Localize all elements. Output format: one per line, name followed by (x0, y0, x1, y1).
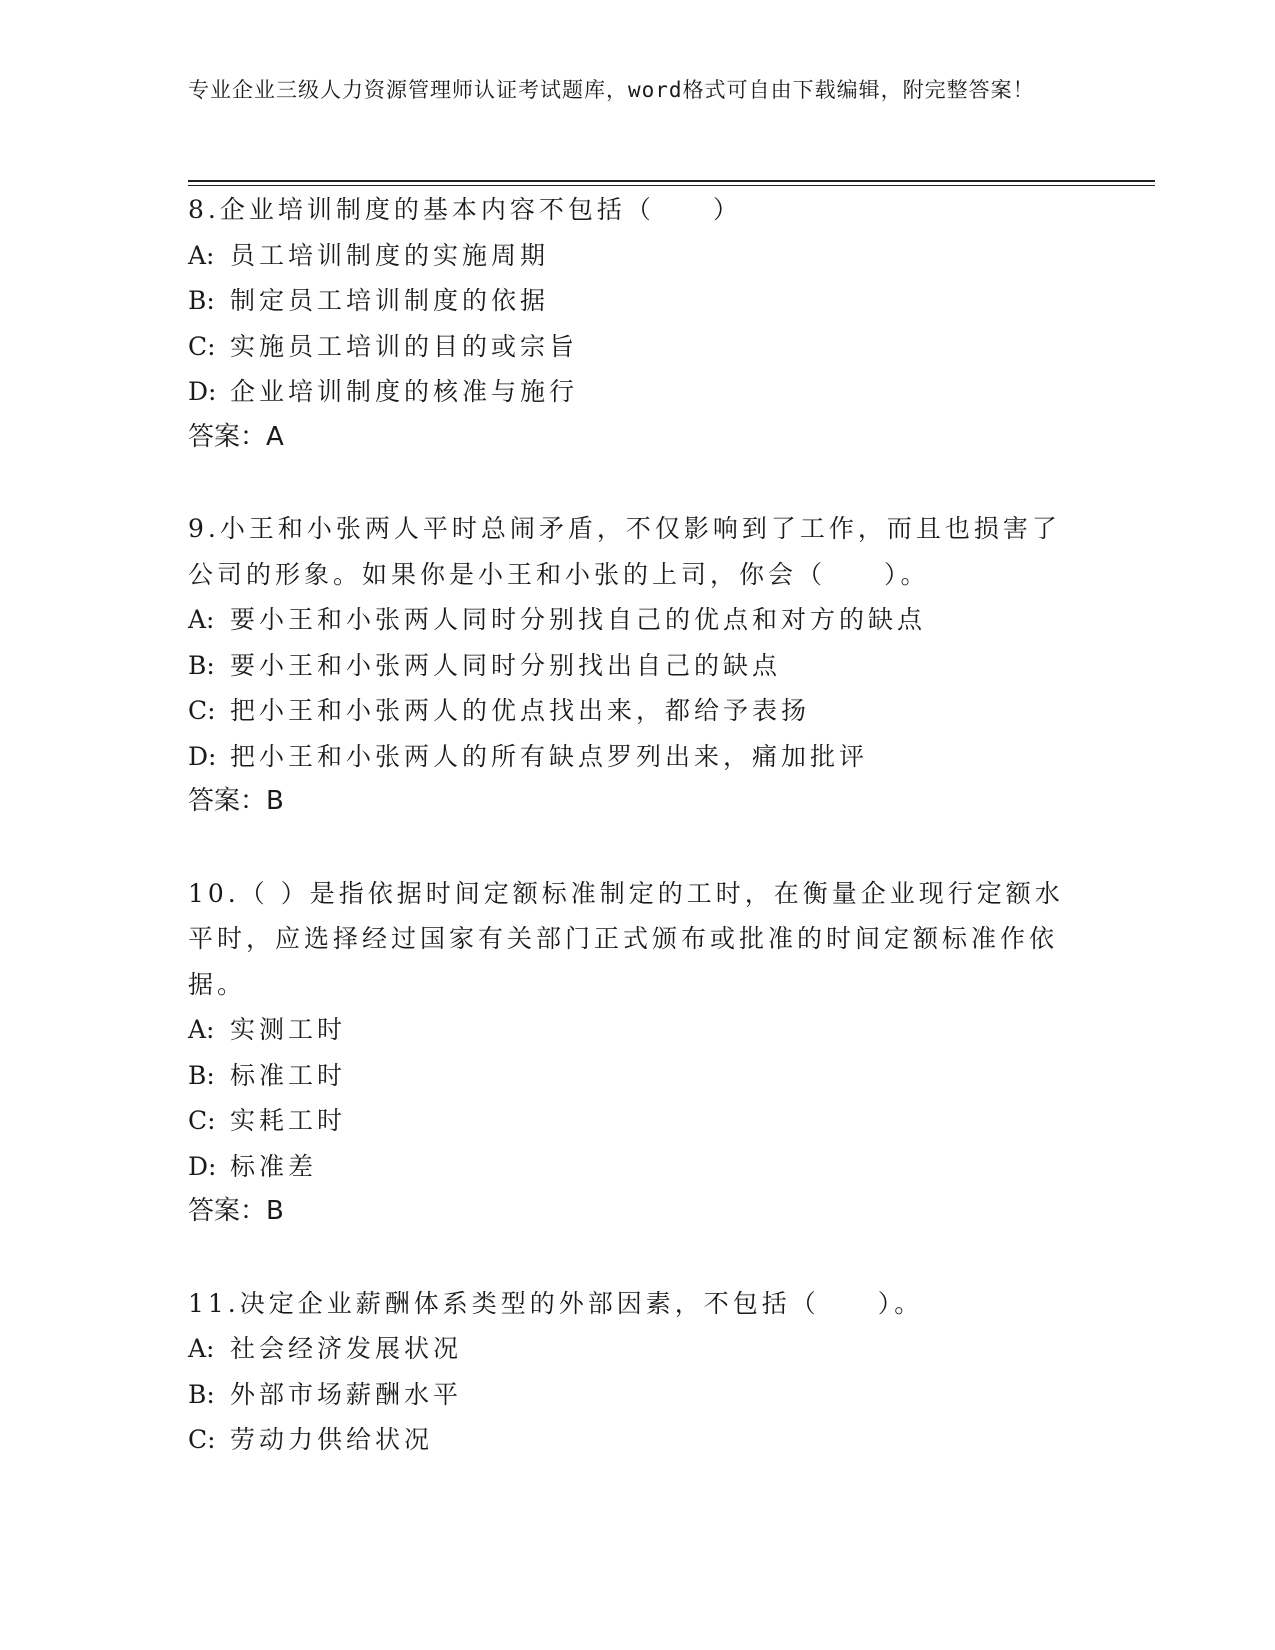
option-a (188, 1326, 1088, 1372)
question-9 (188, 506, 1088, 825)
option-text: 实测工时 (230, 1015, 347, 1044)
option-letter: D: (188, 377, 217, 406)
option-text: 标准工时 (230, 1060, 347, 1090)
option-text: 外部市场薪酬水平 (230, 1379, 463, 1409)
option-a (188, 1007, 1088, 1053)
option-letter: C: (188, 331, 216, 361)
option-text: 要小王和小张两人同时分别找出自己的缺点 (230, 650, 782, 680)
option-b (188, 278, 1088, 324)
option-c (188, 1098, 1088, 1144)
option-text: 社会经济发展状况 (230, 1334, 463, 1363)
option-letter: B: (188, 286, 215, 315)
option-letter: D: (188, 1151, 217, 1181)
option-d (188, 734, 1088, 780)
question-10 (188, 871, 1088, 1235)
option-text: 制定员工培训制度的依据 (230, 286, 550, 315)
option-letter: C: (188, 696, 216, 725)
option-b (188, 643, 1088, 689)
question-stem: 9.小王和小张两人平时总闹矛盾，不仅影响到了工作，而且也损害了公司的形象。如果你是小王和小张的上司，你会（ ）。 (188, 514, 1061, 589)
option-b (188, 1053, 1088, 1099)
option-letter: B: (188, 1379, 215, 1409)
option-text: 企业培训制度的核准与施行 (230, 377, 579, 406)
option-letter: D: (188, 741, 217, 771)
option-text: 要小王和小张两人同时分别找自己的优点和对方的缺点 (230, 605, 927, 634)
question-11 (188, 1281, 1088, 1463)
answer-line: 答案：B (188, 1196, 284, 1226)
option-b (188, 1372, 1088, 1418)
option-letter: C: (188, 1106, 216, 1135)
option-text: 实施员工培训的目的或宗旨 (230, 331, 579, 361)
option-letter: B: (188, 1060, 215, 1090)
option-letter: A: (188, 1015, 215, 1044)
header-rule-thick (188, 180, 1155, 182)
question-8 (188, 187, 1088, 460)
option-text: 员工培训制度的实施周期 (230, 240, 550, 270)
answer-line: 答案：B (188, 786, 284, 816)
question-stem: 11.决定企业薪酬体系类型的外部因素，不包括（ ）。 (188, 1288, 924, 1318)
option-letter: B: (188, 650, 215, 680)
question-stem: 8.企业培训制度的基本内容不包括（ ） (188, 195, 742, 224)
option-text: 把小王和小张两人的所有缺点罗列出来，痛加批评 (230, 741, 869, 771)
option-letter: C: (188, 1425, 216, 1454)
option-a (188, 233, 1088, 279)
option-c (188, 688, 1088, 734)
option-letter: A: (188, 605, 215, 634)
option-text: 把小王和小张两人的优点找出来，都给予表扬 (230, 696, 811, 725)
option-text: 标准差 (230, 1151, 318, 1181)
header-rule-thin (188, 185, 1155, 186)
question-list (188, 187, 1088, 1509)
option-d (188, 369, 1088, 415)
question-stem: 10.（ ）是指依据时间定额标准制定的工时，在衡量企业现行定额水平时，应选择经过国家有关部门正式颁布或批准的时间定额标准作依据。 (188, 878, 1064, 999)
option-a (188, 597, 1088, 643)
answer-line: 答案：A (188, 421, 284, 452)
document-header: 专业企业三级人力资源管理师认证考试题库，word格式可自由下载编辑，附完整答案！ (188, 78, 1035, 102)
option-c (188, 324, 1088, 370)
option-text: 实耗工时 (230, 1106, 347, 1135)
option-letter: A: (188, 240, 215, 270)
option-c (188, 1417, 1088, 1463)
option-letter: A: (188, 1334, 215, 1363)
option-text: 劳动力供给状况 (230, 1425, 434, 1454)
option-d (188, 1144, 1088, 1190)
